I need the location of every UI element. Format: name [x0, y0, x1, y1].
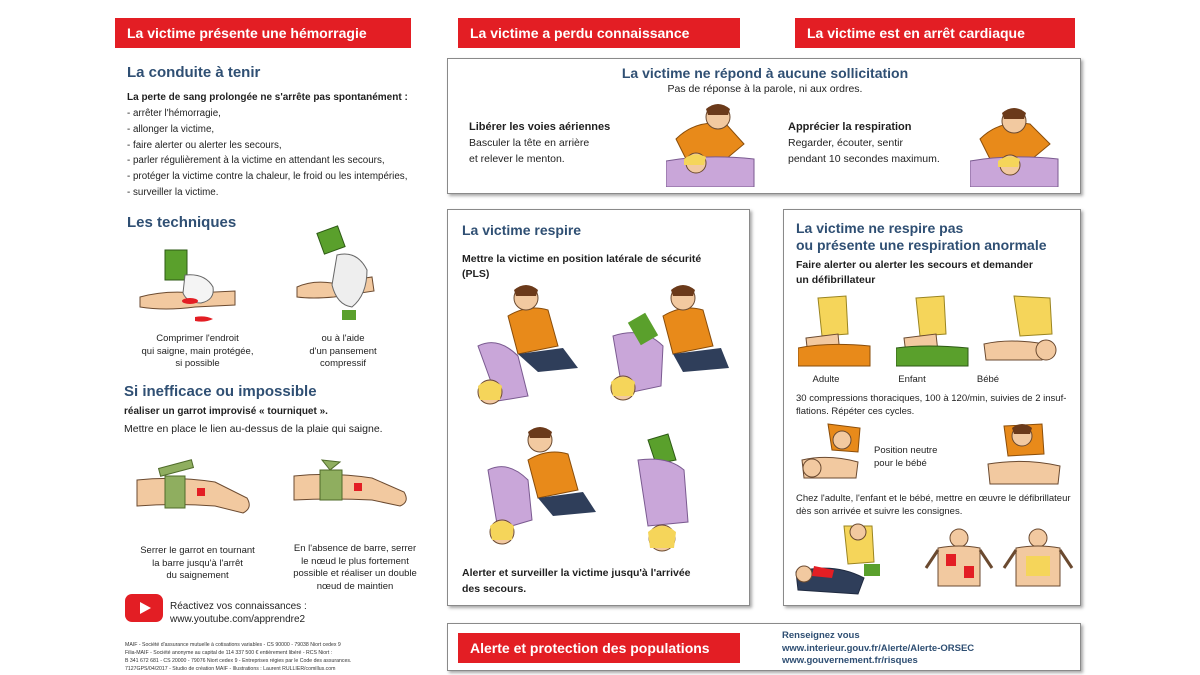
- pad-child-illustration: [1002, 528, 1074, 592]
- legal-line: 7127GPS/04/2017 - Studio de création MAIF - Illustrations : Laurent RULLIER/comillus.com: [125, 666, 336, 672]
- defib-line: dès son arrivée et suivre les consignes.: [796, 506, 963, 517]
- baby-breath-illustration: [984, 420, 1064, 488]
- legal-line: B 341 672 681 - CS 20000 - 79076 Niort cedex 9 - Entreprises régies par le Code des assurances.: [125, 658, 352, 664]
- breath-line: pendant 10 secondes maximum.: [788, 152, 940, 165]
- tourniquet-bar-illustration: [135, 458, 255, 528]
- check-breathing-illustration: [970, 99, 1060, 187]
- title-line: ou présente une respiration anormale: [796, 237, 1047, 253]
- compression-line: flations. Répéter ces cycles.: [796, 406, 915, 417]
- list-item: - protéger la victime contre la chaleur, le froid ou les intempéries,: [127, 171, 408, 183]
- pls-footer-line: des secours.: [462, 583, 527, 595]
- youtube-line: Réactivez vos connaissances :: [170, 601, 307, 612]
- head-tilt-illustration: [666, 99, 756, 187]
- compression-line: 30 compressions thoraciques, 100 à 120/min, suivies de 2 insuf-: [796, 393, 1067, 404]
- caption-line: ou à l'aide: [321, 333, 365, 344]
- airway-line: Basculer la tête en arrière: [469, 137, 590, 149]
- caption-line: la barre jusqu'à l'arrêt: [152, 557, 243, 569]
- list-item: - surveiller la victime.: [127, 186, 219, 198]
- cpr-line: un défibrillateur: [796, 274, 876, 286]
- breath-line: Regarder, écouter, sentir: [788, 137, 903, 149]
- not-breathing-box: [783, 209, 1081, 606]
- youtube-icon[interactable]: [125, 594, 163, 622]
- alert-bar: [447, 623, 1081, 671]
- pls-footer-line: Alerter et surveiller la victime jusqu'à l'arrivée: [462, 567, 691, 579]
- pls-line: (PLS): [462, 268, 490, 280]
- info-title: Renseignez vous: [782, 630, 860, 641]
- list-item: - parler régulièrement à la victime en attendant les secours,: [127, 155, 385, 167]
- ineffective-text: Mettre en place le lien au-dessus de la plaie qui saigne.: [124, 423, 383, 435]
- airway-line: et relever le menton.: [469, 152, 565, 165]
- caption-line: compressif: [320, 358, 366, 369]
- link-gouvernement[interactable]: www.gouvernement.fr/risques: [782, 655, 918, 666]
- caption-line: d'un pansement: [309, 345, 377, 357]
- legal-text: [125, 641, 405, 673]
- breath-text: [788, 136, 940, 167]
- conduct-intro: La perte de sang prolongée ne s'arrête pas spontanément :: [127, 92, 408, 103]
- defib-text: [796, 492, 1078, 518]
- tourniquet-knot-illustration: [292, 458, 412, 518]
- youtube-link[interactable]: [170, 600, 307, 626]
- pls-line: Mettre la victime en position latérale de sécurité: [462, 253, 702, 265]
- defibrillator-scene-illustration: [794, 522, 894, 602]
- cpr-child-illustration: [896, 294, 970, 368]
- list-item: - arrêter l'hémorragie,: [127, 108, 221, 119]
- compression-text: [796, 392, 1078, 418]
- legal-line: MAIF - Société d'assurance mutuelle à cotisations variables - CS 90000 - 79038 Niort cedex 9: [125, 642, 341, 648]
- caption-line: Serrer le garrot en tournant: [140, 545, 255, 556]
- unresponsive-box: [447, 58, 1081, 194]
- airway-text: [469, 136, 589, 167]
- pls-step3-illustration: [478, 420, 603, 552]
- caption-line: Comprimer l'endroit: [156, 333, 239, 344]
- caption-line: nœud de maintien: [316, 580, 394, 592]
- pls-step1-illustration: [468, 276, 593, 408]
- ineffective-title: Si inefficace ou impossible: [124, 383, 317, 400]
- label-child: Enfant: [898, 374, 926, 385]
- caption-line: le nœud le plus fortement: [301, 555, 409, 567]
- tourniquet1-caption: [125, 545, 270, 583]
- unresponsive-subtitle: Pas de réponse à la parole, ni aux ordres.: [667, 83, 863, 95]
- ineffective-bold: réaliser un garrot improvisé « tourniquet ».: [124, 406, 328, 417]
- bandage-illustration: [292, 225, 382, 325]
- youtube-url[interactable]: www.youtube.com/apprendre2: [170, 614, 306, 625]
- legal-line: Filia-MAIF - Société anonyme au capital de 114 337 500 € entièrement libéré - RCS Niort :: [125, 650, 333, 656]
- not-breathing-title: [796, 220, 1047, 254]
- breathing-box: [447, 209, 750, 606]
- caption-line: si possible: [175, 358, 220, 369]
- conduct-title: La conduite à tenir: [127, 64, 261, 81]
- neutral-position-text: [874, 444, 937, 470]
- caption-line: qui saigne, main protégée,: [141, 345, 254, 357]
- info-block: [782, 630, 974, 668]
- technique1-caption: [130, 333, 265, 371]
- caption-line: possible et réaliser un double: [293, 568, 417, 579]
- pls-footer: [462, 565, 742, 597]
- pls-final-illustration: [628, 430, 708, 558]
- label-adult: Adulte: [812, 374, 840, 385]
- banner-hemorrhage: La victime présente une hémorragie: [115, 18, 411, 48]
- technique2-caption: [278, 333, 408, 371]
- list-item: - faire alerter ou alerter les secours,: [127, 139, 282, 151]
- tourniquet2-caption: [280, 543, 430, 593]
- label-baby: Bébé: [976, 374, 1000, 385]
- cpr-adult-illustration: [798, 294, 872, 368]
- caption-line: En l'absence de barre, serrer: [293, 543, 417, 554]
- breath-title: Apprécier la respiration: [788, 121, 912, 133]
- pad-adult-illustration: [924, 528, 994, 592]
- link-interieur[interactable]: www.interieur.gouv.fr/Alerte/Alerte-ORSEC: [782, 642, 975, 654]
- neutral-line: pour le bébé: [874, 458, 927, 469]
- unresponsive-title: La victime ne répond à aucune sollicitation: [621, 65, 909, 81]
- banner-cardiac: La victime est en arrêt cardiaque: [795, 18, 1075, 48]
- defib-line: Chez l'adulte, l'enfant et le bébé, mettre en œuvre le défibrillateur: [796, 493, 1071, 504]
- neutral-line: Position neutre: [874, 445, 938, 456]
- pls-step2-illustration: [603, 276, 733, 408]
- banner-unconscious: La victime a perdu connaissance: [458, 18, 740, 48]
- banner-alert: Alerte et protection des populations: [458, 633, 740, 663]
- airway-title: Libérer les voies aériennes: [469, 121, 611, 133]
- cpr-instruction: [796, 258, 1033, 288]
- cpr-line: Faire alerter ou alerter les secours et demander: [796, 259, 1033, 271]
- conduct-list: [127, 106, 437, 201]
- caption-line: du saignement: [166, 570, 229, 581]
- techniques-title: Les techniques: [127, 214, 237, 231]
- cpr-baby-illustration: [980, 294, 1062, 368]
- title-line: La victime ne respire pas: [796, 220, 964, 236]
- compress-hand-illustration: [135, 245, 240, 330]
- neutral-position-illustration: [798, 422, 870, 482]
- list-item: - allonger la victime,: [127, 123, 215, 135]
- breathing-title: La victime respire: [462, 222, 582, 238]
